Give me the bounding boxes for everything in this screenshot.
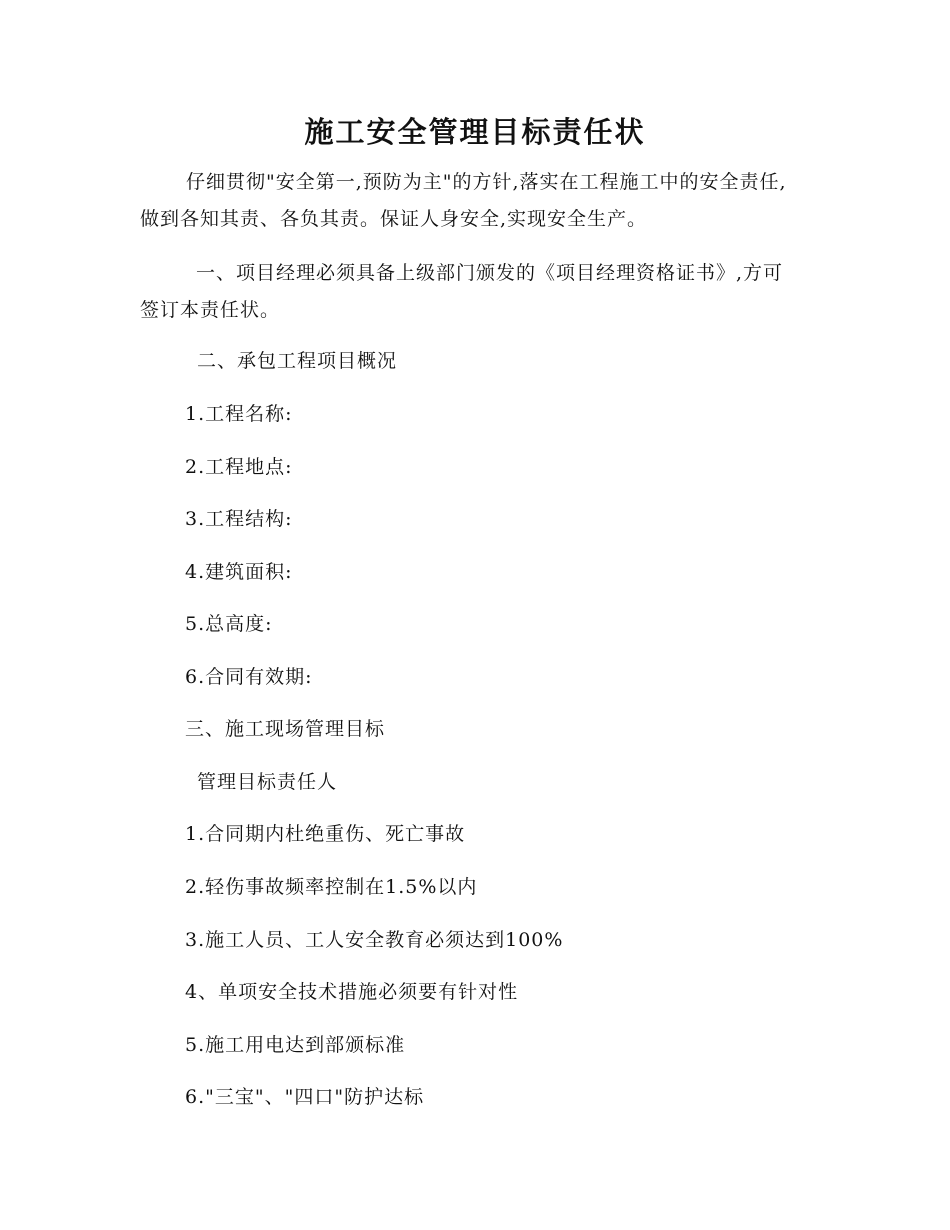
- section-1-paragraph: 一、项目经理必须具备上级部门颁发的《项目经理资格证书》,方可签订本责任状。: [140, 262, 784, 321]
- project-item: 5.总高度:: [185, 613, 273, 635]
- project-item: 4.建筑面积:: [185, 561, 293, 583]
- document-title: 施工安全管理目标责任状: [304, 115, 646, 149]
- goal-item: 4、单项安全技术措施必须要有针对性: [185, 981, 519, 1003]
- section-3-subheading: 管理目标责任人: [197, 771, 338, 793]
- goal-item: 1.合同期内杜绝重伤、死亡事故: [185, 823, 466, 845]
- section-3-heading: 三、施工现场管理目标: [185, 718, 386, 740]
- project-item: 2.工程地点:: [185, 456, 293, 478]
- goal-item: 2.轻伤事故频率控制在1.5%以内: [185, 876, 478, 898]
- project-item: 3.工程结构:: [185, 508, 293, 530]
- goal-item: 3.施工人员、工人安全教育必须达到100%: [185, 929, 564, 951]
- intro-paragraph: 仔细贯彻"安全第一,预防为主"的方针,落实在工程施工中的安全责任,做到各知其责、各负其责。保证人身安全,实现安全生产。: [140, 171, 787, 230]
- section-2-heading: 二、承包工程项目概况: [197, 350, 398, 372]
- goal-item: 6."三宝"、"四口"防护达标: [185, 1086, 425, 1108]
- project-item: 1.工程名称:: [185, 403, 293, 425]
- project-item: 6.合同有效期:: [185, 666, 313, 688]
- goal-item: 5.施工用电达到部颁标准: [185, 1034, 406, 1056]
